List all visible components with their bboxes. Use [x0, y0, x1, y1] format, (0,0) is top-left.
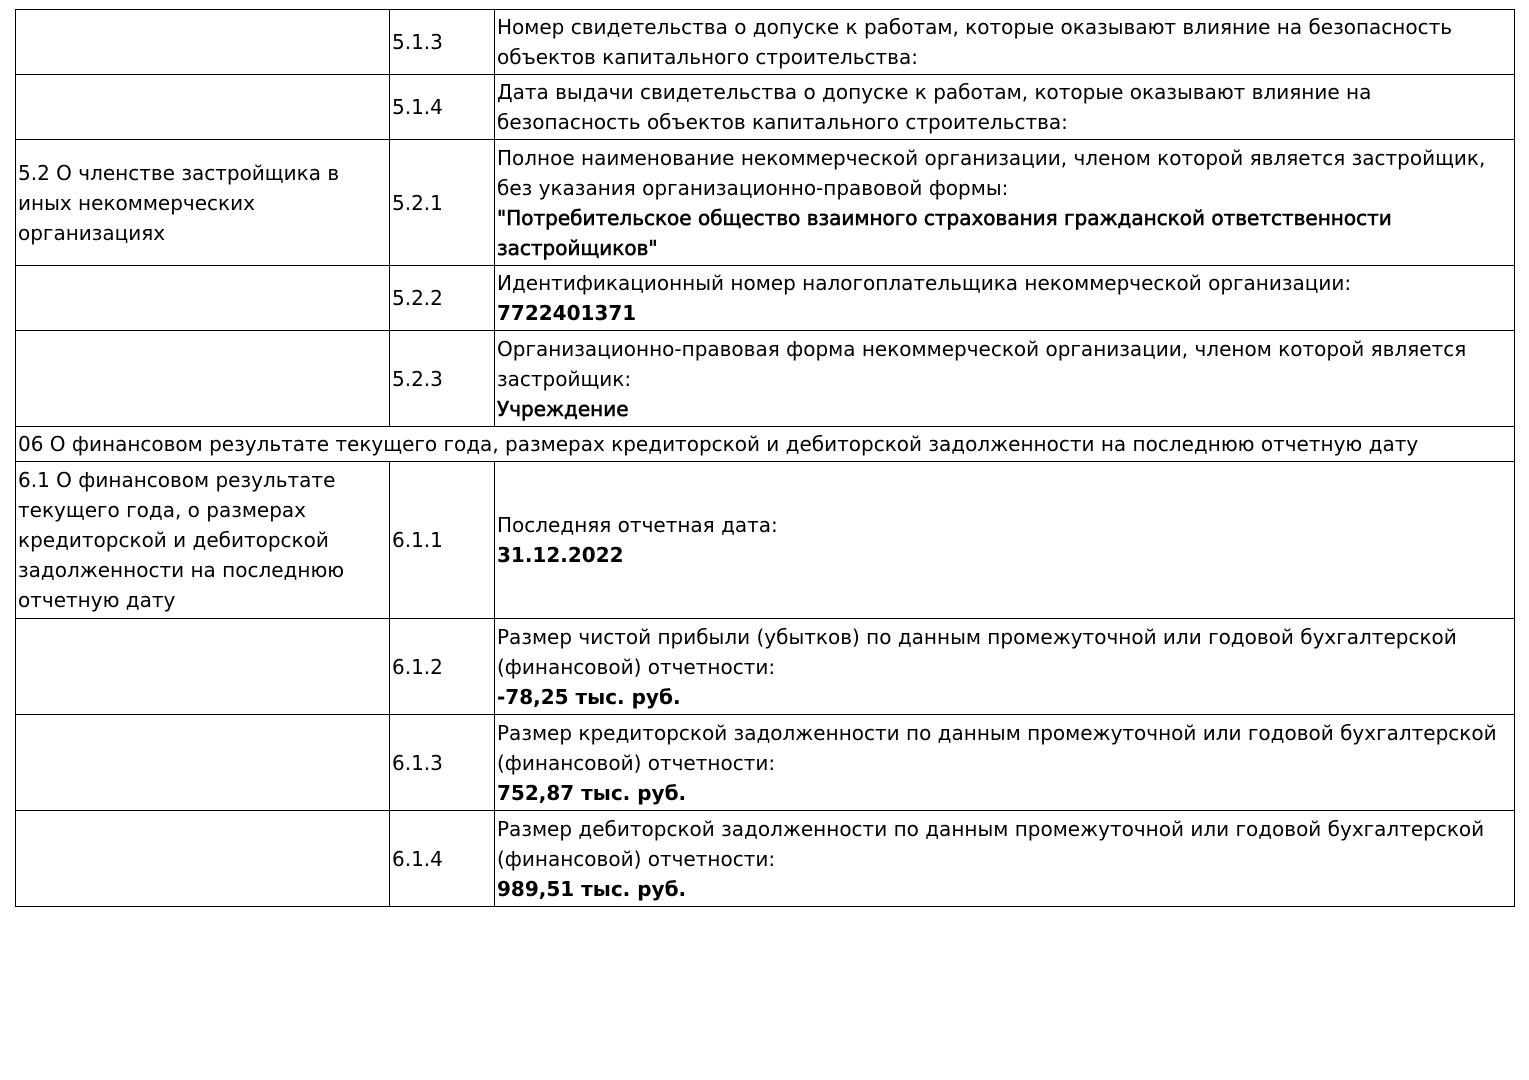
item-label: Организационно-правовая форма некоммерческой организации, членом которой является застройщик: — [497, 336, 1467, 391]
item-label: Номер свидетельства о допуске к работам, которые оказывают влияние на безопасность объектов капитального строительства: — [497, 15, 1453, 69]
item-label: Последняя отчетная дата: — [497, 513, 778, 537]
section-cell — [16, 10, 390, 75]
table-row-section-06 — [16, 427, 1515, 462]
table-row-6-1-1 — [16, 462, 1515, 619]
item-number: 6.1.2 — [390, 619, 495, 715]
item-label: Идентификационный номер налогоплательщика некоммерческой организации: — [497, 271, 1352, 295]
item-description — [495, 140, 1515, 266]
section-cell — [16, 75, 390, 140]
item-number: 6.1.4 — [390, 811, 495, 907]
item-value: 752,87 тыс. руб. — [497, 780, 687, 805]
item-number: 5.2.3 — [390, 331, 495, 427]
item-number: 5.2.1 — [390, 140, 495, 266]
item-label: Размер кредиторской задолженности по данным промежуточной или годовой бухгалтерской (финансовой) отчетности: — [497, 720, 1497, 775]
item-value: -78,25 тыс. руб. — [497, 684, 681, 709]
item-value: 31.12.2022 — [497, 543, 624, 567]
section-cell — [16, 331, 390, 427]
disclosure-table — [15, 9, 1515, 907]
section-cell: 5.2 О членстве застройщика в иных некоммерческих организациях — [16, 140, 390, 266]
table-row-6-1-4 — [16, 811, 1515, 907]
item-description — [495, 619, 1515, 715]
item-number: 6.1.3 — [390, 715, 495, 811]
table-row-6-1-3 — [16, 715, 1515, 811]
table-row-5-2-2 — [16, 266, 1515, 331]
item-number: 5.1.3 — [390, 10, 495, 75]
section-cell: 6.1 О финансовом результате текущего года, о размерах кредиторской и дебиторской задолженности на последнюю отчетную дату — [16, 462, 390, 619]
item-value: 989,51 тыс. руб. — [497, 876, 687, 901]
item-label: Размер дебиторской задолженности по данным промежуточной или годовой бухгалтерской (финансовой) отчетности: — [497, 816, 1485, 871]
item-description — [495, 75, 1515, 140]
item-label: Полное наименование некоммерческой организации, членом которой является застройщик, без указания организационно-правовой формы: — [497, 145, 1486, 200]
item-value: Учреждение — [497, 396, 629, 421]
item-value: "Потребительское общество взаимного страхования гражданской ответственности застройщиков" — [497, 205, 1392, 260]
table-row-5-1-3 — [16, 10, 1515, 75]
table-row-5-2-1 — [16, 140, 1515, 266]
item-description — [495, 715, 1515, 811]
item-description — [495, 331, 1515, 427]
section-cell — [16, 715, 390, 811]
section-cell — [16, 619, 390, 715]
item-number: 6.1.1 — [390, 462, 495, 619]
table-row-5-1-4 — [16, 75, 1515, 140]
item-description — [495, 10, 1515, 75]
item-label: Размер чистой прибыли (убытков) по данным промежуточной или годовой бухгалтерской (финансовой) отчетности: — [497, 624, 1457, 679]
table-row-6-1-2 — [16, 619, 1515, 715]
item-number: 5.1.4 — [390, 75, 495, 140]
item-description — [495, 266, 1515, 331]
section-cell — [16, 266, 390, 331]
item-number: 5.2.2 — [390, 266, 495, 331]
table-row-5-2-3 — [16, 331, 1515, 427]
item-description — [495, 811, 1515, 907]
item-value: 7722401371 — [497, 301, 637, 325]
item-description — [495, 462, 1515, 619]
section-cell — [16, 811, 390, 907]
section-heading: 06 О финансовом результате текущего года, размерах кредиторской и дебиторской задолженности на последнюю отчетную дату — [16, 427, 1515, 462]
item-label: Дата выдачи свидетельства о допуске к работам, которые оказывают влияние на безопасность объектов капитального строительства: — [497, 80, 1372, 134]
